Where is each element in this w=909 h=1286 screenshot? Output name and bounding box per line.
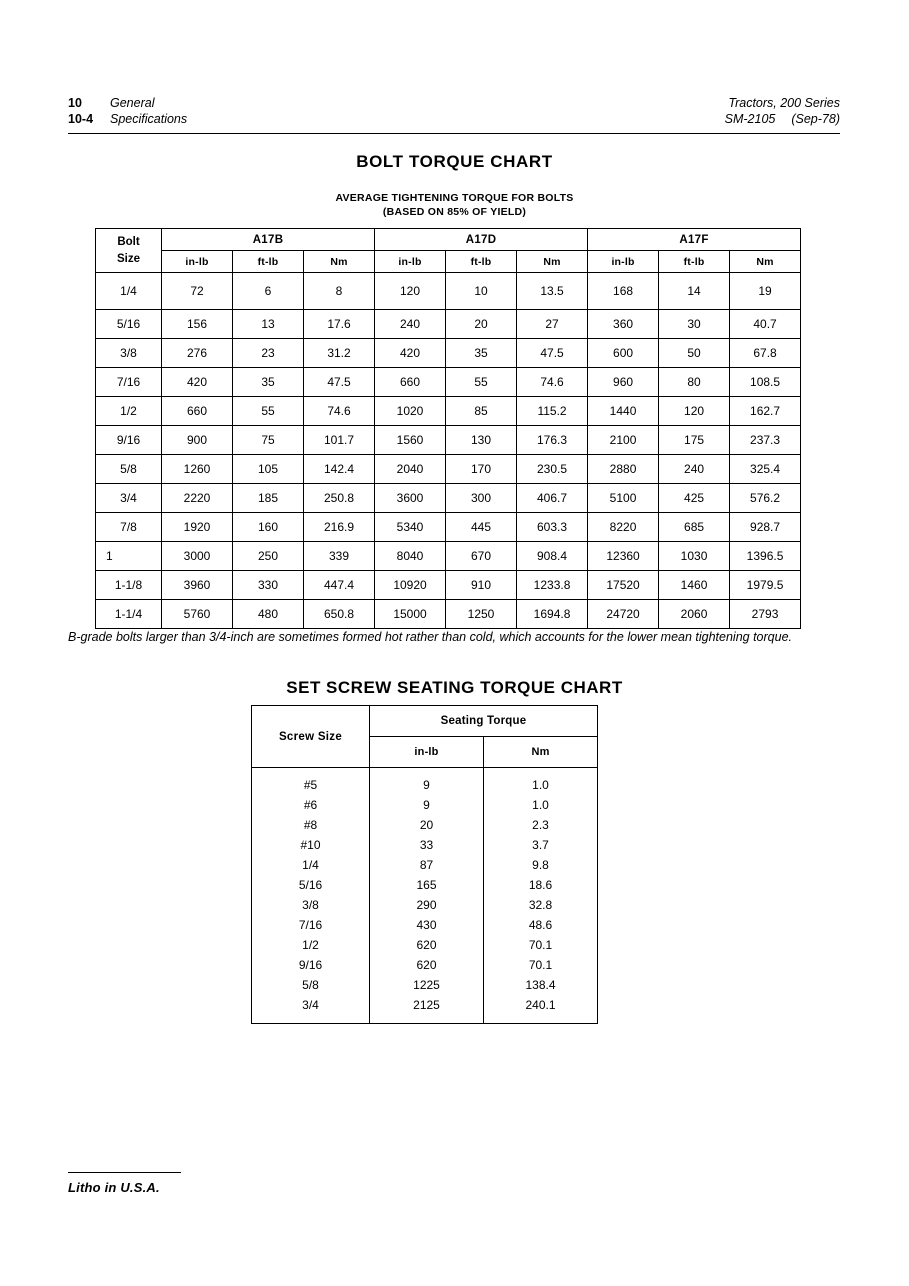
unit-header-screw-inlb: in-lb: [370, 737, 484, 768]
torque-value-cell: 10920: [375, 571, 446, 600]
screw-nm-cell: 32.8: [484, 895, 598, 915]
running-header-left-line1: [68, 95, 187, 111]
unit-header-a17f-nm: Nm: [730, 251, 801, 273]
torque-value-cell: 1920: [162, 513, 233, 542]
screw-size-cell: 3/8: [252, 895, 370, 915]
torque-value-cell: 55: [446, 368, 517, 397]
header-spacer: [775, 111, 791, 127]
torque-value-cell: 105: [233, 455, 304, 484]
torque-value-cell: 603.3: [517, 513, 588, 542]
screw-size-cell: #8: [252, 815, 370, 835]
screw-table-body: [252, 768, 598, 1024]
bolt-size-cell: 1/4: [96, 273, 162, 310]
unit-header-a17b-inlb: in-lb: [162, 251, 233, 273]
table-row: [96, 484, 801, 513]
torque-value-cell: 425: [659, 484, 730, 513]
running-header-right: [725, 95, 840, 127]
torque-value-cell: 908.4: [517, 542, 588, 571]
torque-value-cell: 47.5: [304, 368, 375, 397]
set-screw-table-container: [251, 705, 597, 1024]
bolt-size-cell: 3/8: [96, 339, 162, 368]
torque-value-cell: 250.8: [304, 484, 375, 513]
torque-value-cell: 85: [446, 397, 517, 426]
section-number: 10-4: [68, 112, 94, 126]
torque-value-cell: 339: [304, 542, 375, 571]
torque-value-cell: 24720: [588, 600, 659, 629]
torque-value-cell: 35: [446, 339, 517, 368]
unit-header-a17b-ftlb: ft-lb: [233, 251, 304, 273]
torque-value-cell: 1260: [162, 455, 233, 484]
torque-value-cell: 47.5: [517, 339, 588, 368]
table-row: [96, 397, 801, 426]
torque-value-cell: 50: [659, 339, 730, 368]
torque-value-cell: 5100: [588, 484, 659, 513]
bolt-torque-table-container: [95, 228, 800, 629]
table-row: [252, 815, 598, 835]
torque-value-cell: 35: [233, 368, 304, 397]
torque-value-cell: 74.6: [517, 368, 588, 397]
torque-value-cell: 120: [375, 273, 446, 310]
torque-value-cell: 8040: [375, 542, 446, 571]
torque-value-cell: 142.4: [304, 455, 375, 484]
screw-inlb-cell: 620: [370, 935, 484, 955]
unit-header-a17d-inlb: in-lb: [375, 251, 446, 273]
torque-value-cell: 685: [659, 513, 730, 542]
table-row: [252, 915, 598, 935]
screw-inlb-cell: 33: [370, 835, 484, 855]
table-row: [252, 768, 598, 796]
torque-value-cell: 1440: [588, 397, 659, 426]
torque-value-cell: 176.3: [517, 426, 588, 455]
manual-series: Tractors, 200 Series: [728, 96, 840, 110]
bolt-table-body: [96, 273, 801, 629]
torque-value-cell: 480: [233, 600, 304, 629]
table-row: [252, 955, 598, 975]
torque-value-cell: 101.7: [304, 426, 375, 455]
table-row: [96, 273, 801, 310]
torque-value-cell: 325.4: [730, 455, 801, 484]
screw-nm-cell: 70.1: [484, 935, 598, 955]
screw-inlb-cell: 620: [370, 955, 484, 975]
bolt-table-unit-header-row: [96, 251, 801, 273]
unit-header-a17b-nm: Nm: [304, 251, 375, 273]
screw-size-cell: 1/4: [252, 855, 370, 875]
torque-value-cell: 1396.5: [730, 542, 801, 571]
torque-value-cell: 40.7: [730, 310, 801, 339]
torque-value-cell: 120: [659, 397, 730, 426]
screw-nm-cell: 1.0: [484, 768, 598, 796]
bolt-size-header: [96, 229, 162, 273]
table-row: [252, 975, 598, 995]
table-row: [252, 895, 598, 915]
bolt-size-header-line2: Size: [116, 252, 140, 265]
seating-torque-header: Seating Torque: [370, 706, 598, 737]
running-header-right-line2: [725, 111, 840, 127]
torque-value-cell: 14: [659, 273, 730, 310]
torque-value-cell: 660: [375, 368, 446, 397]
torque-value-cell: 13.5: [517, 273, 588, 310]
torque-value-cell: 360: [588, 310, 659, 339]
unit-header-a17d-nm: Nm: [517, 251, 588, 273]
screw-nm-cell: 3.7: [484, 835, 598, 855]
bolt-size-cell: 7/16: [96, 368, 162, 397]
unit-header-a17f-inlb: in-lb: [588, 251, 659, 273]
screw-nm-cell: 9.8: [484, 855, 598, 875]
footer-rule: [68, 1172, 181, 1173]
torque-value-cell: 2220: [162, 484, 233, 513]
torque-value-cell: 23: [233, 339, 304, 368]
torque-value-cell: 250: [233, 542, 304, 571]
screw-size-cell: #10: [252, 835, 370, 855]
table-row: [96, 513, 801, 542]
torque-value-cell: 928.7: [730, 513, 801, 542]
torque-value-cell: 115.2: [517, 397, 588, 426]
table-row: [96, 426, 801, 455]
screw-nm-cell: 2.3: [484, 815, 598, 835]
torque-value-cell: 420: [162, 368, 233, 397]
torque-value-cell: 5760: [162, 600, 233, 629]
torque-value-cell: 19: [730, 273, 801, 310]
table-row: [96, 600, 801, 629]
screw-size-header: Screw Size: [252, 706, 370, 768]
torque-value-cell: 240: [659, 455, 730, 484]
torque-value-cell: 108.5: [730, 368, 801, 397]
group-header-a17d: A17D: [375, 229, 588, 251]
screw-table-group-header-row: [252, 706, 598, 737]
torque-value-cell: 17520: [588, 571, 659, 600]
torque-value-cell: 330: [233, 571, 304, 600]
torque-value-cell: 1250: [446, 600, 517, 629]
screw-inlb-cell: 20: [370, 815, 484, 835]
torque-value-cell: 170: [446, 455, 517, 484]
bolt-size-cell: 1-1/4: [96, 600, 162, 629]
bolt-chart-subtitle-line1: AVERAGE TIGHTENING TORQUE FOR BOLTS: [335, 192, 574, 204]
screw-inlb-cell: 87: [370, 855, 484, 875]
screw-nm-cell: 1.0: [484, 795, 598, 815]
torque-value-cell: 31.2: [304, 339, 375, 368]
torque-value-cell: 1233.8: [517, 571, 588, 600]
torque-value-cell: 185: [233, 484, 304, 513]
unit-header-a17f-ftlb: ft-lb: [659, 251, 730, 273]
torque-value-cell: 1560: [375, 426, 446, 455]
torque-value-cell: 445: [446, 513, 517, 542]
torque-value-cell: 960: [588, 368, 659, 397]
screw-inlb-cell: 430: [370, 915, 484, 935]
table-row: [96, 368, 801, 397]
torque-value-cell: 600: [588, 339, 659, 368]
torque-value-cell: 13: [233, 310, 304, 339]
screw-inlb-cell: 9: [370, 795, 484, 815]
table-row: [96, 571, 801, 600]
torque-value-cell: 30: [659, 310, 730, 339]
torque-value-cell: 5340: [375, 513, 446, 542]
torque-value-cell: 162.7: [730, 397, 801, 426]
torque-value-cell: 276: [162, 339, 233, 368]
table-row: [96, 339, 801, 368]
bolt-chart-subtitle: [0, 192, 909, 219]
torque-value-cell: 900: [162, 426, 233, 455]
screw-inlb-cell: 1225: [370, 975, 484, 995]
bolt-size-cell: 1-1/8: [96, 571, 162, 600]
bolt-size-cell: 5/8: [96, 455, 162, 484]
table-row: [252, 935, 598, 955]
section-title: Specifications: [110, 112, 188, 126]
litho-statement: Litho in U.S.A.: [68, 1180, 160, 1195]
torque-value-cell: 216.9: [304, 513, 375, 542]
torque-value-cell: 10: [446, 273, 517, 310]
set-screw-table: [251, 705, 598, 1024]
torque-value-cell: 20: [446, 310, 517, 339]
torque-value-cell: 80: [659, 368, 730, 397]
chapter-title: General: [110, 96, 155, 110]
bolt-table-head: [96, 229, 801, 273]
screw-size-cell: 9/16: [252, 955, 370, 975]
torque-value-cell: 8220: [588, 513, 659, 542]
screw-size-cell: 5/16: [252, 875, 370, 895]
torque-value-cell: 3000: [162, 542, 233, 571]
manual-code: SM-2105: [724, 112, 776, 126]
torque-value-cell: 660: [162, 397, 233, 426]
torque-value-cell: 300: [446, 484, 517, 513]
torque-value-cell: 670: [446, 542, 517, 571]
screw-size-cell: 3/4: [252, 995, 370, 1024]
torque-value-cell: 168: [588, 273, 659, 310]
group-header-a17f: A17F: [588, 229, 801, 251]
bolt-size-cell: 9/16: [96, 426, 162, 455]
unit-header-a17d-ftlb: ft-lb: [446, 251, 517, 273]
torque-value-cell: 15000: [375, 600, 446, 629]
table-row: [252, 875, 598, 895]
torque-value-cell: 27: [517, 310, 588, 339]
screw-nm-cell: 18.6: [484, 875, 598, 895]
torque-value-cell: 75: [233, 426, 304, 455]
table-row: [252, 995, 598, 1024]
screw-chart-title: SET SCREW SEATING TORQUE CHART: [286, 678, 623, 697]
torque-value-cell: 1979.5: [730, 571, 801, 600]
running-header-right-line1: [725, 95, 840, 111]
screw-nm-cell: 138.4: [484, 975, 598, 995]
screw-inlb-cell: 165: [370, 875, 484, 895]
torque-value-cell: 1460: [659, 571, 730, 600]
torque-value-cell: 12360: [588, 542, 659, 571]
bolt-chart-subtitle-line2: (BASED ON 85% OF YIELD): [382, 205, 527, 218]
torque-value-cell: 74.6: [304, 397, 375, 426]
table-row: [96, 542, 801, 571]
bolt-size-cell: 5/16: [96, 310, 162, 339]
torque-value-cell: 406.7: [517, 484, 588, 513]
running-header: [68, 95, 840, 127]
screw-nm-cell: 48.6: [484, 915, 598, 935]
bolt-size-cell: 3/4: [96, 484, 162, 513]
screw-inlb-cell: 9: [370, 768, 484, 796]
screw-size-cell: #5: [252, 768, 370, 796]
screw-size-cell: 1/2: [252, 935, 370, 955]
torque-value-cell: 67.8: [730, 339, 801, 368]
torque-value-cell: 175: [659, 426, 730, 455]
torque-value-cell: 1030: [659, 542, 730, 571]
torque-value-cell: 240: [375, 310, 446, 339]
screw-size-cell: #6: [252, 795, 370, 815]
table-row: [252, 795, 598, 815]
torque-value-cell: 2880: [588, 455, 659, 484]
unit-header-screw-nm: Nm: [484, 737, 598, 768]
torque-value-cell: 3600: [375, 484, 446, 513]
screw-size-cell: 7/16: [252, 915, 370, 935]
screw-size-cell: 5/8: [252, 975, 370, 995]
torque-value-cell: 3960: [162, 571, 233, 600]
torque-value-cell: 156: [162, 310, 233, 339]
bolt-size-cell: 1: [96, 542, 162, 571]
manual-date: (Sep-78): [791, 112, 840, 126]
table-row: [96, 310, 801, 339]
bolt-chart-footnote: B-grade bolts larger than 3/4-inch are sometimes formed hot rather than cold, which accounts for the lower mean tightening torque.: [68, 630, 792, 644]
torque-value-cell: 17.6: [304, 310, 375, 339]
bolt-size-header-line1: Bolt: [117, 235, 140, 248]
table-row: [252, 835, 598, 855]
torque-value-cell: 8: [304, 273, 375, 310]
screw-nm-cell: 70.1: [484, 955, 598, 975]
torque-value-cell: 160: [233, 513, 304, 542]
torque-value-cell: 650.8: [304, 600, 375, 629]
group-header-a17b: A17B: [162, 229, 375, 251]
bolt-chart-title: BOLT TORQUE CHART: [356, 152, 553, 171]
header-divider-rule: [68, 133, 840, 134]
torque-value-cell: 130: [446, 426, 517, 455]
bolt-size-cell: 7/8: [96, 513, 162, 542]
screw-inlb-cell: 2125: [370, 995, 484, 1024]
torque-value-cell: 237.3: [730, 426, 801, 455]
torque-value-cell: 2040: [375, 455, 446, 484]
torque-value-cell: 2793: [730, 600, 801, 629]
torque-value-cell: 420: [375, 339, 446, 368]
screw-table-head: [252, 706, 598, 768]
screw-nm-cell: 240.1: [484, 995, 598, 1024]
running-header-left-line2: [68, 111, 187, 127]
torque-value-cell: 72: [162, 273, 233, 310]
torque-value-cell: 6: [233, 273, 304, 310]
screw-inlb-cell: 290: [370, 895, 484, 915]
bolt-size-cell: 1/2: [96, 397, 162, 426]
chapter-number: 10: [68, 96, 82, 110]
torque-value-cell: 576.2: [730, 484, 801, 513]
torque-value-cell: 55: [233, 397, 304, 426]
torque-value-cell: 1694.8: [517, 600, 588, 629]
running-header-left: [68, 95, 187, 127]
bolt-torque-table: [95, 228, 801, 629]
torque-value-cell: 2060: [659, 600, 730, 629]
torque-value-cell: 230.5: [517, 455, 588, 484]
bolt-table-group-header-row: [96, 229, 801, 251]
torque-value-cell: 910: [446, 571, 517, 600]
torque-value-cell: 2100: [588, 426, 659, 455]
table-row: [96, 455, 801, 484]
table-row: [252, 855, 598, 875]
torque-value-cell: 1020: [375, 397, 446, 426]
torque-value-cell: 447.4: [304, 571, 375, 600]
